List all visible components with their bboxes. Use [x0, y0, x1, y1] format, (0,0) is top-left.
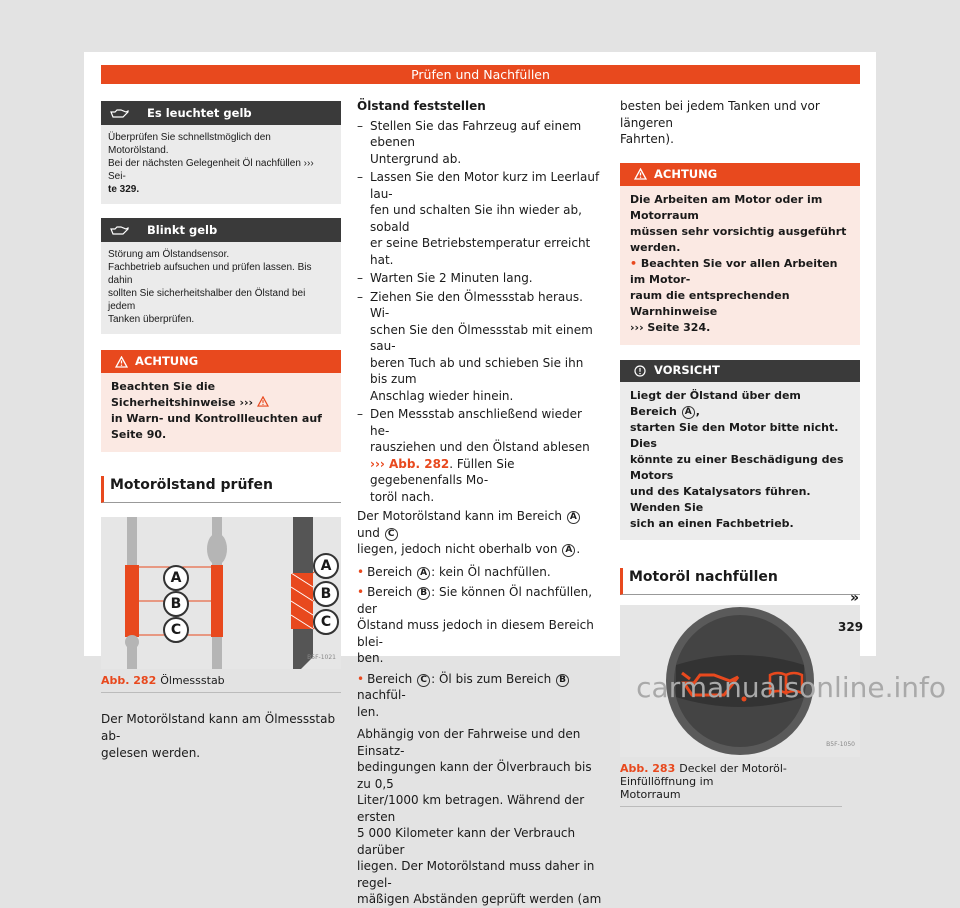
lamp-yellow-title: Es leuchtet gelb: [147, 105, 252, 120]
step-line: er seine Betriebstemperatur erreicht hat.: [370, 236, 591, 267]
warning-triangle-icon: [634, 168, 647, 180]
label-b-right: B: [313, 581, 339, 607]
lamp-blink-title: Blinkt gelb: [147, 222, 218, 237]
warning-triangle-icon: [115, 356, 128, 368]
text: Bereich: [367, 585, 413, 599]
achtung-title: ACHTUNG: [654, 166, 718, 181]
page-header: Prüfen und Nachfüllen: [101, 65, 860, 84]
vorsicht-title: VORSICHT: [654, 363, 720, 378]
achtung-line: Die Arbeiten am Motor oder im Motorraum: [630, 192, 823, 222]
bullet-item: • Bereich A : kein Öl nachfüllen.: [357, 564, 551, 579]
lamp-blink-text: [101, 242, 341, 334]
lamp-yellow-header: [101, 101, 341, 125]
subheading: Ölstand feststellen: [357, 99, 486, 113]
paragraph-line: Abhängig von der Fahrweise und den Einsatz-: [357, 727, 581, 758]
lamp-yellow-text: [101, 125, 341, 204]
vorsicht-line: könnte zu einer Beschädigung des Motors: [630, 452, 844, 482]
lamp-blink-line: Tanken überprüfen.: [108, 314, 195, 325]
paragraph-line: liegen. Der Motorölstand muss daher in regel-: [357, 859, 595, 890]
figure-code: B5F-1050: [826, 741, 855, 748]
section-title: Motorölstand prüfen: [101, 476, 341, 503]
achtung-line: müssen sehr vorsichtig ausgeführt werden.: [630, 224, 847, 254]
step-line: Ziehen Sie den Ölmessstab heraus. Wi-: [370, 289, 583, 320]
achtung-box: [620, 163, 860, 345]
lamp-blink-line: Störung am Ölstandsensor.: [108, 249, 230, 260]
oil-can-icon: [101, 225, 137, 235]
figure-dipstick: [101, 517, 341, 669]
lamp-blink-line: Fachbetrieb aufsuchen und prüfen lassen. Bis dahin: [108, 262, 312, 286]
paragraph: [357, 726, 603, 908]
badge-a: A: [417, 567, 430, 580]
paragraph-line: Liter/1000 km betragen. Während der ersten: [357, 793, 585, 824]
step-line: rausziehen und den Ölstand ablesen: [370, 440, 590, 454]
paragraph-line: Fahrten).: [620, 132, 674, 146]
vorsicht-box: [620, 360, 860, 540]
label-b-left: B: [163, 591, 189, 617]
achtung-text: [620, 186, 860, 345]
achtung-title: ACHTUNG: [135, 354, 199, 369]
figure-code: B5F-1021: [307, 653, 336, 661]
text: : kein Öl nachfüllen.: [431, 564, 551, 579]
paragraph-line: 5 000 Kilometer kann der Verbrauch darüber: [357, 826, 576, 857]
paragraph-line: bedingungen kann der Ölverbrauch bis zu 0,5: [357, 760, 592, 791]
vorsicht-text: [620, 382, 860, 540]
step-item: – Den Messstab anschließend wieder he- rausziehen und den Ölstand ablesen ››› Abb. 282. Füllen Sie gegebenenfalls Mo- toröl nach.: [357, 406, 603, 505]
text: : Sie können Öl nachfüllen, der: [357, 585, 593, 616]
achtung-line: [111, 379, 331, 411]
section-title: Motoröl nachfüllen: [620, 568, 860, 595]
step-line-text: . Füllen Sie gegebenenfalls Mo-: [370, 456, 515, 487]
vorsicht-line: sich an einen Fachbetrieb.: [630, 516, 794, 530]
text: Bereich: [367, 564, 413, 579]
achtung-header: [620, 163, 860, 186]
badge-a: A: [682, 406, 695, 419]
dipstick-illustration: [101, 517, 341, 669]
achtung-line: • Beachten Sie vor allen Arbeiten im Motor-: [630, 256, 838, 286]
vorsicht-header: [620, 360, 860, 382]
text: Bereich: [367, 671, 413, 686]
oil-can-icon: [101, 108, 137, 118]
lamp-yellow-line: te 329.: [108, 184, 140, 195]
step-line: Anschlag wieder hinein.: [370, 388, 514, 403]
achtung-box: [101, 350, 341, 452]
paragraph-line: mäßigen Abständen geprüft werden (am: [357, 892, 602, 906]
badge-b: B: [556, 674, 569, 687]
badge-c: C: [385, 528, 398, 541]
text: : Öl bis zum Bereich: [431, 671, 552, 686]
step-line: Warten Sie 2 Minuten lang.: [370, 271, 533, 285]
figure-reference-link[interactable]: ››› Abb. 282: [370, 456, 450, 471]
watermark: carmanualsonline.info: [636, 671, 946, 704]
figure-caption: [620, 757, 842, 807]
lamp-blink-line: sollten Sie sicherheitshalber den Ölstand bei jedem: [108, 288, 306, 312]
step-item: – Ziehen Sie den Ölmessstab heraus. Wi- schen Sie den Ölmessstab mit einem sau- beren Tuch ab und schieben Sie ihn bis zum Anschlag wieder hinein.: [357, 289, 603, 405]
step-line: fen und schalten Sie ihn wieder ab, sobald: [370, 203, 582, 234]
step-item: – Warten Sie 2 Minuten lang.: [357, 271, 533, 285]
text: Ölstand muss jedoch in diesem Bereich blei-: [357, 618, 594, 649]
lamp-yellow-line: Überprüfen Sie schnellstmöglich den Motorölstand.: [108, 132, 271, 156]
badge-a: A: [567, 511, 580, 524]
achtung-line-text: Beachten Sie die Sicherheitshinweise ›››: [111, 380, 254, 409]
label-a-left: A: [163, 565, 189, 591]
label-c-right: C: [313, 609, 339, 635]
step-item: – Stellen Sie das Fahrzeug auf einem ebenen Untergrund ab.: [357, 118, 603, 168]
continue-marker: »: [850, 590, 860, 606]
body-line: Der Motorölstand kann am Ölmessstab ab-: [101, 712, 336, 743]
achtung-line: in Warn- und Kontrollleuchten auf Seite 90.: [111, 412, 322, 441]
achtung-line: raum die entsprechenden Warnhinweise: [630, 288, 790, 318]
achtung-page-link[interactable]: ››› Seite 324.: [630, 320, 711, 334]
paragraph: Der Motorölstand kann im Bereich A und C liegen, jedoch nicht oberhalb von A .: [357, 509, 581, 556]
text: ben.: [357, 651, 384, 665]
paragraph-line: besten bei jedem Tanken und vor längeren: [620, 99, 820, 130]
label-a-right: A: [313, 553, 339, 579]
label-c-left: C: [163, 617, 189, 643]
step-line: Stellen Sie das Fahrzeug auf einem ebenen: [370, 118, 582, 149]
text: liegen, jedoch nicht oberhalb von: [357, 542, 558, 556]
vorsicht-line: starten Sie den Motor bitte nicht. Dies: [630, 420, 839, 450]
figure-caption-text: Motorraum: [620, 787, 681, 801]
badge-a: A: [562, 544, 575, 557]
achtung-line-text: Beachten Sie vor allen Arbeiten im Motor-: [630, 256, 838, 286]
achtung-header: [101, 350, 341, 373]
body-line: gelesen werden.: [101, 746, 201, 760]
column-left: [101, 101, 341, 762]
page-number: 329: [838, 620, 864, 634]
warning-triangle-icon: [257, 396, 269, 409]
step-line: toröl nach.: [370, 489, 435, 504]
figure-number: Abb. 282: [101, 674, 157, 687]
text: nachfül-: [357, 688, 406, 702]
column-middle: [357, 98, 603, 908]
badge-b: B: [417, 587, 430, 600]
step-item: – Lassen Sie den Motor kurz im Leerlauf lau- fen und schalten Sie ihn wieder ab, sobald er seine Betriebstemperatur erreicht hat.: [357, 169, 603, 268]
step-line: Den Messstab anschließend wieder he-: [370, 407, 582, 438]
figure-caption-text: Ölmessstab: [160, 674, 225, 687]
text: Liegt der Ölstand über dem Bereich: [630, 388, 801, 418]
step-line: schen Sie den Ölmessstab mit einem sau-: [370, 322, 593, 353]
info-circle-icon: [634, 365, 646, 377]
figure-number: Abb. 283: [620, 761, 676, 775]
figure-caption-text: Deckel der Motoröl-Einfüllöffnung im: [620, 761, 787, 788]
text: und: [357, 525, 380, 540]
badge-c: C: [417, 674, 430, 687]
vorsicht-line: und des Katalysators führen. Wenden Sie: [630, 484, 811, 514]
text: Der Motorölstand kann im Bereich: [357, 509, 562, 523]
vorsicht-line: Liegt der Ölstand über dem Bereich A ,: [630, 388, 801, 418]
text: len.: [357, 704, 380, 719]
bullet-item: • Bereich B : Sie können Öl nachfüllen, der Ölstand muss jedoch in diesem Bereich blei- ben.: [357, 585, 594, 665]
body-text: [101, 711, 341, 762]
step-line: [370, 456, 603, 489]
lamp-blink-header: [101, 218, 341, 242]
step-line: Lassen Sie den Motor kurz im Leerlauf lau-: [370, 170, 600, 201]
lamp-yellow-line: Bei der nächsten Gelegenheit Öl nachfüllen ››› Sei-: [108, 158, 314, 182]
step-line: Untergrund ab.: [370, 151, 462, 166]
bullet-item: • Bereich C : Öl bis zum Bereich B nachfül- len.: [357, 671, 603, 721]
achtung-text: [101, 373, 341, 452]
step-line: beren Tuch ab und schieben Sie ihn bis zum: [370, 355, 584, 386]
